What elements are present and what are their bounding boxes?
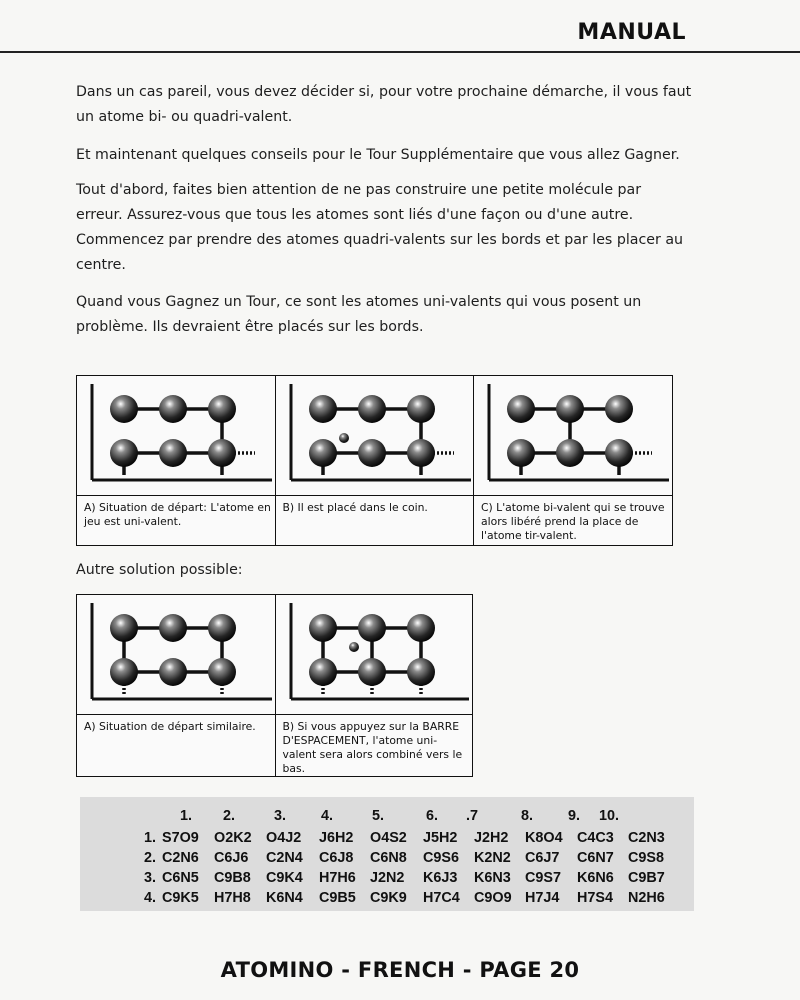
code-cell: C6N8 xyxy=(370,850,407,866)
page-header-title: MANUAL xyxy=(577,20,686,45)
code-cell: K2N2 xyxy=(474,850,511,866)
code-cell: S7O9 xyxy=(162,830,199,846)
row-label: 4. xyxy=(144,890,157,906)
code-cell: J5H2 xyxy=(423,830,458,846)
row-label: 1. xyxy=(144,830,157,846)
code-cell: H7S4 xyxy=(577,890,613,906)
column-header: 1. xyxy=(180,808,193,824)
code-cell: J2H2 xyxy=(474,830,509,846)
molecule-graphic xyxy=(77,595,275,714)
diagram-caption: A) Situation de départ: L'atome en jeu est uni-valent. xyxy=(84,501,271,528)
code-cell: C9B7 xyxy=(628,870,665,886)
code-cell: H7H8 xyxy=(214,890,251,906)
code-cell: J2N2 xyxy=(370,870,405,886)
column-header: 5. xyxy=(372,808,385,824)
column-header: 3. xyxy=(274,808,287,824)
code-cell: C6J6 xyxy=(214,850,249,866)
code-cell: K6N4 xyxy=(266,890,303,906)
diagram-caption: B) Si vous appuyez sur la BARRE D'ESPACEMENT, l'atome uni-valent sera alors combiné vers le bas. xyxy=(282,720,463,775)
diagram-panel xyxy=(275,594,473,777)
diagram-panel xyxy=(76,375,276,546)
code-cell: C9S6 xyxy=(423,850,459,866)
diagram-panel xyxy=(76,594,276,777)
molecule-diagram xyxy=(77,595,275,715)
molecule-graphic xyxy=(474,376,672,495)
paragraph-1: Dans un cas pareil, vous devez décider si, pour votre prochaine démarche, il vous faut un atome bi- ou quadri-valent. xyxy=(76,84,692,125)
alt-solution-label: Autre solution possible: xyxy=(76,562,243,578)
column-header: 10. xyxy=(599,808,620,824)
code-cell: K8O4 xyxy=(525,830,563,846)
column-header: 6. xyxy=(426,808,439,824)
diagram-caption: A) Situation de départ similaire. xyxy=(84,720,256,733)
diagram-row-2 xyxy=(76,594,473,777)
column-header: .7 xyxy=(466,808,479,824)
column-header: 9. xyxy=(568,808,581,824)
code-cell: K6J3 xyxy=(423,870,458,886)
code-cell: C9S8 xyxy=(628,850,664,866)
paragraph-4: Quand vous Gagnez un Tour, ce sont les atomes uni-valents qui vous posent un problème. Ils devraient être placés sur les bords. xyxy=(76,294,642,335)
code-table xyxy=(80,797,694,911)
code-cell: C4C3 xyxy=(577,830,614,846)
molecule-graphic xyxy=(276,376,474,495)
code-cell: C9B5 xyxy=(319,890,356,906)
code-cell: C9K4 xyxy=(266,870,303,886)
column-header: 4. xyxy=(321,808,334,824)
code-cell: H7H6 xyxy=(319,870,356,886)
code-row xyxy=(80,830,694,849)
code-cell: K6N3 xyxy=(474,870,511,886)
molecule-graphic xyxy=(77,376,275,495)
code-cell: J6H2 xyxy=(319,830,354,846)
code-cell: N2H6 xyxy=(628,890,665,906)
molecule-diagram xyxy=(276,595,472,715)
code-cell: C9O9 xyxy=(474,890,512,906)
code-cell: C9S7 xyxy=(525,870,561,886)
page-footer: ATOMINO - FRENCH - PAGE 20 xyxy=(220,958,580,982)
paragraph-2: Et maintenant quelques conseils pour le Tour Supplémentaire que vous allez Gagner. xyxy=(76,147,680,163)
code-cell: C2N4 xyxy=(266,850,303,866)
diagram-panel xyxy=(473,375,673,546)
code-cell: C2N3 xyxy=(628,830,665,846)
molecule-graphic xyxy=(276,595,472,714)
row-label: 3. xyxy=(144,870,157,886)
code-cell: C9B8 xyxy=(214,870,251,886)
molecule-diagram xyxy=(77,376,275,496)
code-cell: C6J8 xyxy=(319,850,354,866)
row-label: 2. xyxy=(144,850,157,866)
code-cell: C9K9 xyxy=(370,890,407,906)
code-cell: C6N5 xyxy=(162,870,199,886)
code-cell: H7C4 xyxy=(423,890,460,906)
column-header: 8. xyxy=(521,808,534,824)
code-cell: H7J4 xyxy=(525,890,560,906)
code-table-header xyxy=(80,808,694,827)
code-cell: O2K2 xyxy=(214,830,252,846)
code-cell: C6N7 xyxy=(577,850,614,866)
molecule-diagram xyxy=(276,376,474,496)
diagram-caption: C) L'atome bi-valent qui se trouve alors libéré prend la place de l'atome tir-valent. xyxy=(481,501,665,542)
code-cell: K6N6 xyxy=(577,870,614,886)
diagram-row-1 xyxy=(76,375,673,546)
paragraph-3: Tout d'abord, faites bien attention de ne pas construire une petite molécule par erreur. Assurez-vous que tous les atomes sont liés d'une façon ou d'une autre. Commencez par prendre des atomes quadri-valents sur les bords et par les placer au centre. xyxy=(76,182,684,273)
column-header: 2. xyxy=(223,808,236,824)
code-row xyxy=(80,890,694,909)
code-row xyxy=(80,870,694,889)
code-row xyxy=(80,850,694,869)
code-cell: C6J7 xyxy=(525,850,560,866)
diagram-caption: B) Il est placé dans le coin. xyxy=(282,501,428,514)
code-cell: O4S2 xyxy=(370,830,407,846)
code-cell: O4J2 xyxy=(266,830,302,846)
code-cell: C2N6 xyxy=(162,850,199,866)
diagram-panel xyxy=(275,375,475,546)
header-rule xyxy=(0,51,800,53)
molecule-diagram xyxy=(474,376,672,496)
code-cell: C9K5 xyxy=(162,890,199,906)
